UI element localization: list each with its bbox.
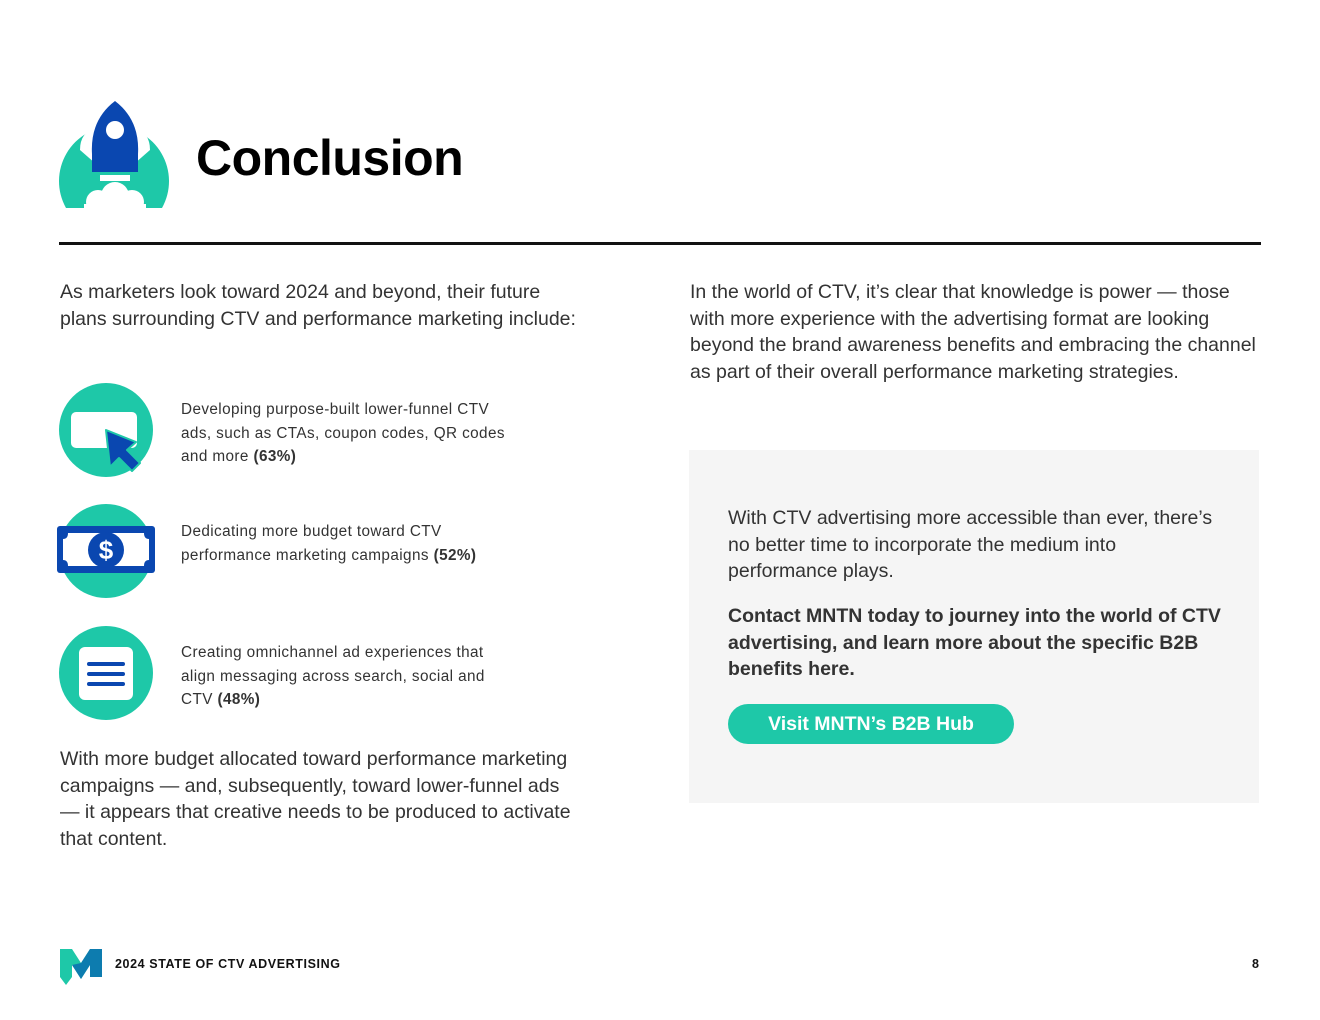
item-stat: (48%) [217,691,261,708]
left-intro-text: As marketers look toward 2024 and beyond, their future plans surrounding CTV and performance marketing include: [60,281,576,330]
left-outro-text: With more budget allocated toward performance marketing campaigns — and, subsequently, toward lower-funnel ads — it appears that creative needs to be produced to activate that content. [60,748,571,851]
item-description: Creating omnichannel ad experiences that align messaging across search, social and CTV [181,644,485,708]
cursor-click-icon [56,382,156,482]
left-column [60,279,580,851]
dollar-bill-icon [56,503,156,603]
footer-title: 2024 STATE OF CTV ADVERTISING [115,957,341,971]
page-title: Conclusion [196,130,464,186]
list-item-text [181,520,521,567]
cta-bold-text: Contact MNTN today to journey into the world of CTV advertising, and learn more about the specific B2B benefits here. [728,605,1221,681]
mntn-logo [60,947,102,985]
document-icon [56,626,156,726]
list-item [60,626,580,726]
item-description: Developing purpose-built lower-funnel CTV ads, such as CTAs, coupon codes, QR codes and more [181,401,505,465]
title-divider [59,242,1261,245]
cta-text: With CTV advertising more accessible than ever, there’s no better time to incorporate the medium into performance plays. [728,507,1213,583]
visit-b2b-hub-button[interactable]: Visit MNTN’s B2B Hub [728,704,1014,744]
list-item [60,503,580,603]
page-number: 8 [1252,957,1259,971]
list-item [60,382,580,482]
svg-text:$: $ [98,535,114,565]
right-intro-text: In the world of CTV, it’s clear that knowledge is power — those with more experience with the advertising format are looking beyond the brand awareness benefits and embracing the channel as part of their overall performance marketing strategies. [690,281,1256,384]
list-item-text [181,641,521,712]
item-description: Dedicating more budget toward CTV performance marketing campaigns [181,523,442,564]
item-stat: (52%) [433,546,477,564]
list-item-text [181,398,521,469]
cta-box [689,450,1259,803]
rocket-icon [58,98,172,212]
item-stat: (63%) [253,448,297,465]
